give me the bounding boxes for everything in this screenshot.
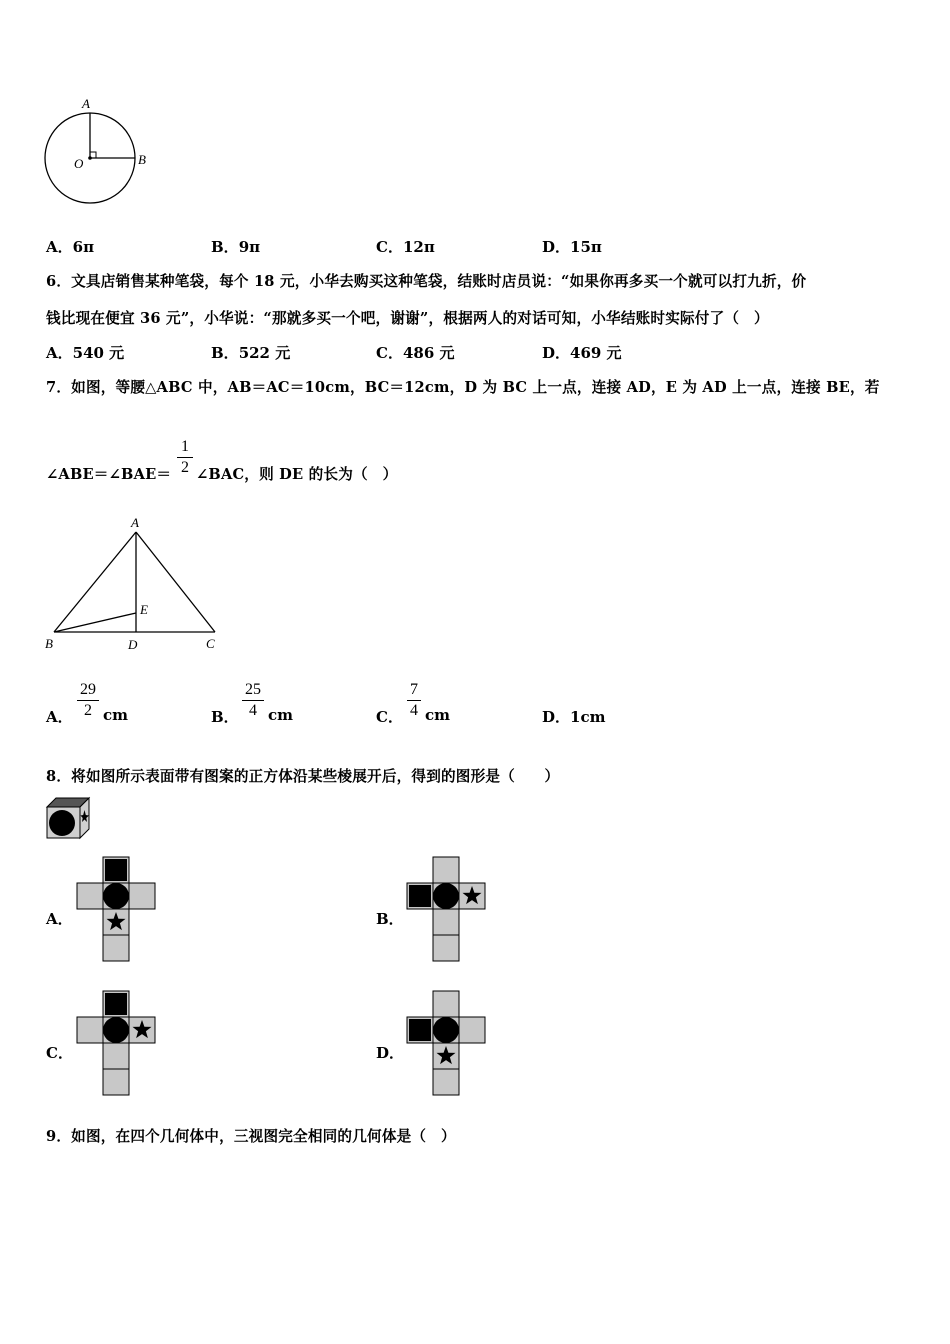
q7-option-b-unit: cm	[268, 706, 294, 724]
side-ab	[54, 532, 136, 632]
q6-stem-line1: 6．文具店销售某种笔袋，每个 18 元，小华去购买这种笔袋，结账时店员说：“如果你再多买一个就可以打九折，价	[46, 273, 807, 290]
label-b: B	[138, 152, 146, 167]
q7-triangle-figure	[40, 512, 230, 657]
q7-option-a-fraction: $\frac{29}{2}$	[77, 681, 99, 720]
q7-option-c[interactable]: C．	[376, 708, 403, 726]
net-cell	[77, 883, 103, 909]
square-pattern	[105, 993, 127, 1015]
q5-option-c[interactable]: C．12π	[376, 238, 435, 256]
q7-option-b-fraction: $\frac{25}{4}$	[242, 681, 264, 720]
circle-pattern	[103, 883, 129, 909]
circle-pattern	[433, 883, 459, 909]
net-cell	[433, 857, 459, 883]
center-dot	[88, 156, 92, 160]
label-e: E	[140, 602, 148, 617]
circle-pattern	[433, 1017, 459, 1043]
net-cell	[459, 1017, 485, 1043]
square-pattern	[105, 859, 127, 881]
q7-option-b[interactable]: B．	[211, 708, 239, 726]
net-cell	[433, 909, 459, 935]
label-b: B	[45, 636, 53, 651]
q8-option-a[interactable]: A．	[46, 910, 73, 928]
net-cell	[103, 935, 129, 961]
q6-option-a[interactable]: A．540 元	[46, 344, 125, 362]
net-cell	[129, 883, 155, 909]
q8-option-c[interactable]: C．	[46, 1044, 73, 1062]
label-c: C	[206, 636, 215, 651]
net-cell	[433, 1069, 459, 1095]
q7-option-d[interactable]: D．1cm	[542, 708, 606, 726]
q7-stem-fraction: $\frac{1}{2}$	[177, 438, 193, 477]
q7-option-a[interactable]: A．	[46, 708, 73, 726]
label-a: A	[82, 96, 90, 111]
q8-option-d[interactable]: D．	[376, 1044, 405, 1062]
segment-be	[54, 613, 136, 632]
q8-stem: 8．将如图所示表面带有图案的正方体沿某些棱展开后，得到的图形是（ ）	[46, 768, 560, 785]
net-cell	[433, 935, 459, 961]
q9-stem: 9．如图，在四个几何体中，三视图完全相同的几何体是（ ）	[46, 1128, 456, 1145]
q8-net-b	[406, 856, 488, 964]
q8-net-d	[406, 990, 488, 1098]
square-pattern	[409, 885, 431, 907]
label-a: A	[131, 515, 139, 530]
label-d: D	[128, 637, 138, 652]
square-pattern	[409, 1019, 431, 1041]
net-cell	[103, 1069, 129, 1095]
q8-cube-figure	[44, 796, 94, 842]
q7-option-c-unit: cm	[425, 706, 451, 724]
q6-option-c[interactable]: C．486 元	[376, 344, 455, 362]
q6-stem-line2: 钱比现在便宜 36 元”，小华说：“那就多买一个吧，谢谢”，根据两人的对话可知，小华结账时实际付了（ ）	[46, 310, 769, 327]
q7-stem-line2-pre: ∠ABE＝∠BAE＝	[46, 466, 172, 483]
q8-net-a	[76, 856, 158, 964]
q8-option-b[interactable]: B．	[376, 910, 404, 928]
q5-option-d[interactable]: D．15π	[542, 238, 602, 256]
q5-option-b[interactable]: B．9π	[211, 238, 261, 256]
circle-pattern	[103, 1017, 129, 1043]
net-cell	[433, 991, 459, 1017]
q6-option-b[interactable]: B．522 元	[211, 344, 291, 362]
side-ac	[136, 532, 215, 632]
label-o: O	[74, 156, 84, 171]
q8-net-c	[76, 990, 158, 1098]
net-cell	[103, 1043, 129, 1069]
q7-option-a-unit: cm	[103, 706, 129, 724]
q7-stem-line1: 7．如图，等腰△ABC 中，AB＝AC＝10cm，BC＝12cm，D 为 BC 上一点，连接 AD，E 为 AD 上一点，连接 BE，若	[46, 379, 880, 396]
net-cell	[77, 1017, 103, 1043]
q7-option-c-fraction: $\frac{7}{4}$	[407, 681, 421, 720]
q5-option-a[interactable]: A．6π	[46, 238, 95, 256]
cube-circle-pattern	[49, 810, 75, 836]
q6-option-d[interactable]: D．469 元	[542, 344, 622, 362]
q5-circle-figure	[38, 92, 168, 212]
q7-stem-line2-post: ∠BAC，则 DE 的长为（ ）	[196, 466, 398, 483]
